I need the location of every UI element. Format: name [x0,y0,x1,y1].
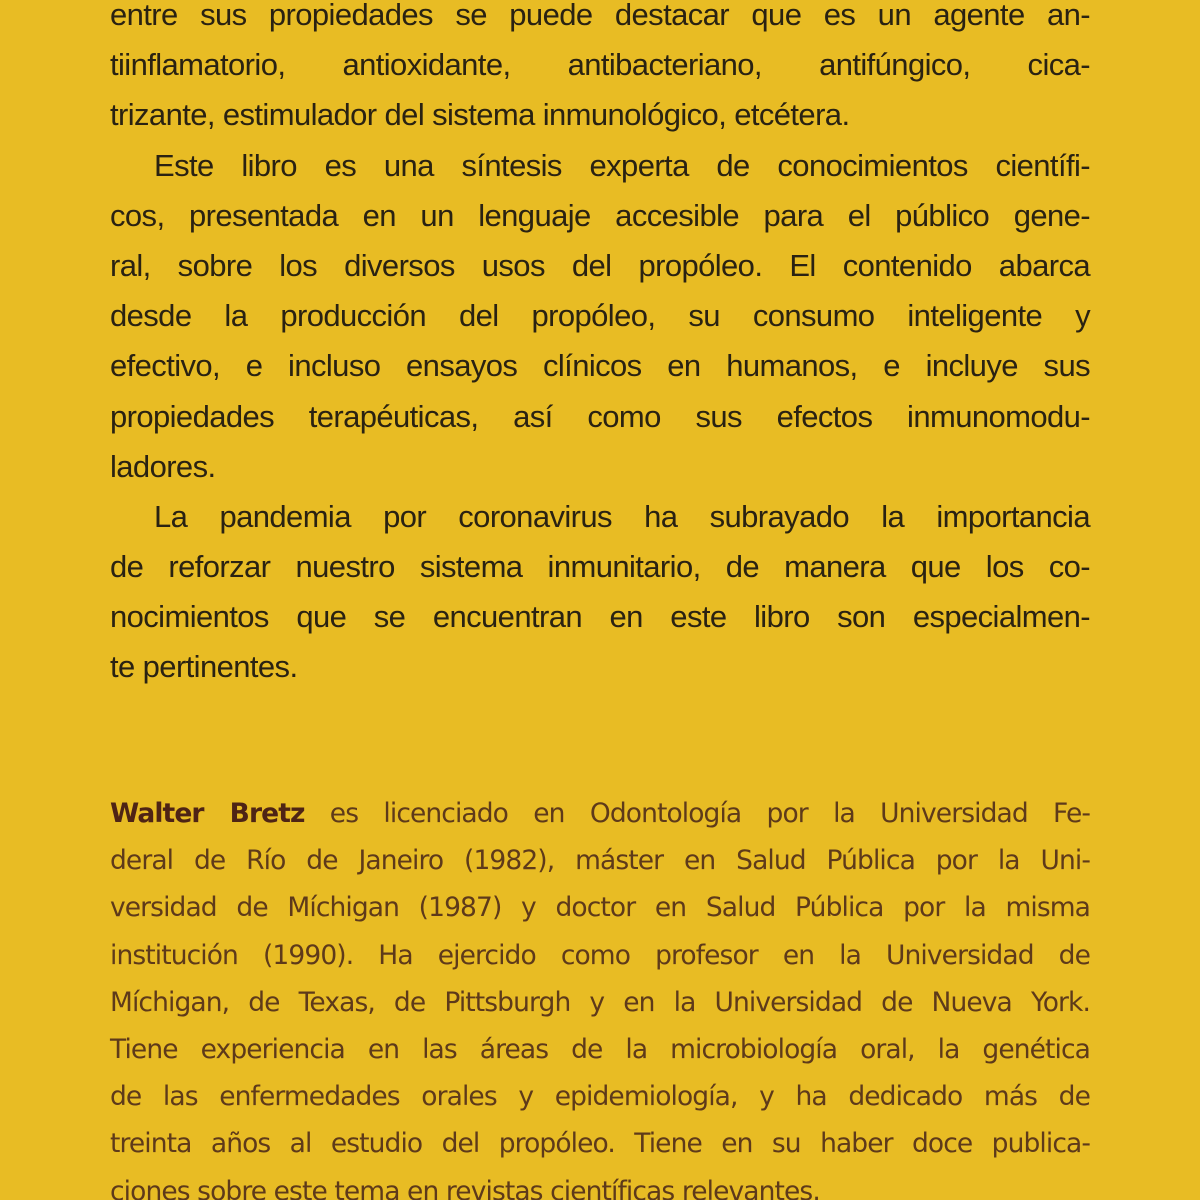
author-bio [110,790,1090,1200]
text-line: ral, sobre los diversos usos del propóleo. El contenido abarca [110,247,1090,283]
bio-line: institución (1990). Ha ejercido como profesor en la Universidad de [110,939,1090,971]
bio-line: treinta años al estudio del propóleo. Tiene en su haber doce publica- [110,1128,1090,1160]
text-line: efectivo, e incluso ensayos clínicos en humanos, e incluye sus [110,348,1090,384]
bio-text: es licenciado en Odontología por la Universidad Fe- [304,798,1091,829]
bio-line: ciones sobre este tema en revistas científicas relevantes. [110,1175,820,1200]
bio-line: versidad de Míchigan (1987) y doctor en Salud Pública por la misma [110,892,1090,924]
text-line: cos, presentada en un lenguaje accesible para el público gene- [110,197,1090,233]
text-line: desde la producción del propóleo, su consumo inteligente y [110,298,1090,334]
bio-line: Míchigan, de Texas, de Pittsburgh y en la Universidad de Nueva York. [110,986,1090,1018]
text-line: trizante, estimulador del sistema inmunológico, etcétera. [110,97,850,133]
description-paragraph-2 [110,141,1090,492]
text-line: nocimientos que se encuentran en este libro son especialmen- [110,599,1090,635]
book-description [110,0,1090,693]
text-line: te pertinentes. [110,649,298,685]
text-line: de reforzar nuestro sistema inmunitario, de manera que los co- [110,549,1090,585]
description-paragraph-1 [110,0,1090,141]
bio-line: Tiene experiencia en las áreas de la microbiología oral, la genética [110,1033,1090,1065]
bio-line: de las enfermedades orales y epidemiología, y ha dedicado más de [110,1081,1090,1113]
text-line: entre sus propiedades se puede destacar que es un agente an- [110,0,1090,32]
text-line: ladores. [110,448,216,484]
author-name: Walter Bretz [110,798,305,829]
text-line: Este libro es una síntesis experta de conocimientos científi- [154,147,1090,183]
description-paragraph-3 [110,492,1090,693]
text-line: tiinflamatorio, antioxidante, antibacteriano, antifúngico, cica- [110,47,1090,83]
bio-first-line [110,790,1090,837]
text-line: La pandemia por coronavirus ha subrayado la importancia [154,498,1090,534]
text-line: propiedades terapéuticas, así como sus efectos inmunomodu- [110,398,1090,434]
bio-line: deral de Río de Janeiro (1982), máster en Salud Pública por la Uni- [110,845,1090,877]
